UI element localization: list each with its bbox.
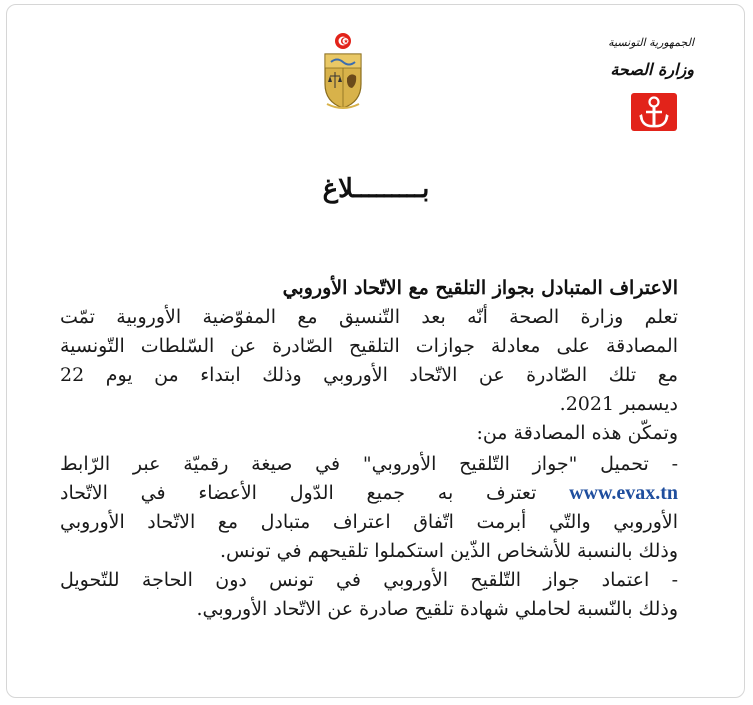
ministry-health-logo-icon: [631, 93, 677, 131]
tunisia-coat-of-arms-icon: [321, 32, 365, 110]
item2-line: وذلك بالنّسبة لحاملي شهادة تلقيح صادرة عن الاتّحاد الأوروبي.: [196, 598, 678, 620]
paragraph-line: مع تلك الصّادرة عن الاتّحاد الأوروبي وذلك ابتداء من يوم 22: [60, 364, 678, 386]
evax-link[interactable]: www.evax.tn: [569, 482, 678, 504]
item1-line2-text: تعترف به جميع الدّول الأعضاء في الاتّحاد: [60, 482, 537, 504]
item1-line: - تحميل "جواز التّلقيح الأوروبي" في صيغة رقميّة عبر الرّابط: [60, 453, 678, 475]
item1-line: الأوروبي والتّي أبرمت اتّفاق اعتراف متبادل مع الاتّحاد الأوروبي: [60, 511, 678, 533]
document-title: الاعتراف المتبادل بجواز التلقيح مع الاتّحاد الأوروبي: [282, 277, 678, 299]
announcement-heading: بـــــــــلاغ: [322, 174, 430, 204]
document-body: [60, 303, 678, 624]
paragraph-line: تعلم وزارة الصحة أنّه بعد التّنسيق مع المفوّضية الأوروبية تمّت: [60, 306, 678, 328]
republic-label: الجمهورية التونسية: [608, 36, 694, 49]
paragraph-line: ديسمبر 2021.: [559, 393, 678, 415]
paragraph-line: المصادقة على معادلة جوازات التلقيح الصّادرة عن السّلطات التّونسية: [60, 335, 678, 357]
item2-line: - اعتماد جواز التّلقيح الأوروبي في تونس دون الحاجة للتّحويل: [60, 569, 678, 591]
item1-line-with-link: [60, 479, 678, 508]
ministry-label: وزارة الصحة: [610, 60, 694, 79]
item1-line: وذلك بالنسبة للأشخاص الذّين استكملوا تلقيحهم في تونس.: [219, 540, 678, 562]
ministry-header: [592, 36, 694, 132]
intro-line: وتمكّن هذه المصادقة من:: [476, 422, 678, 444]
